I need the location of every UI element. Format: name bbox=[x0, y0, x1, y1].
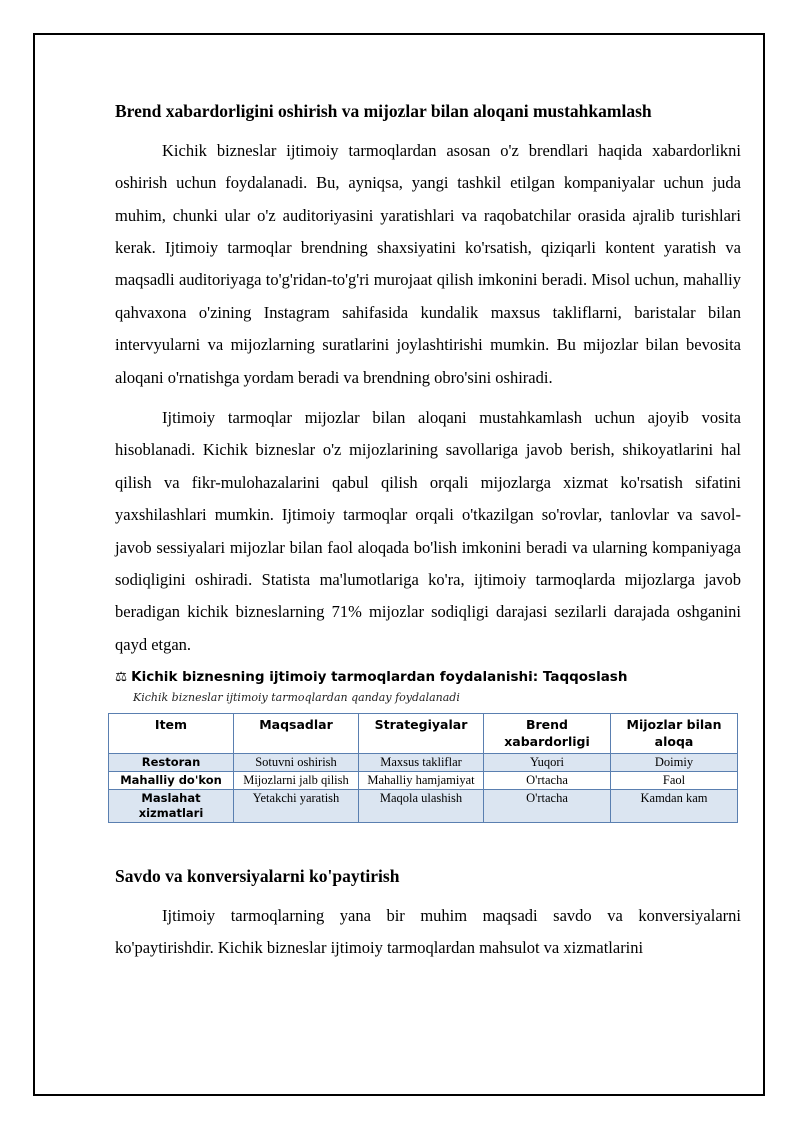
table-cell: Sotuvni oshirish bbox=[234, 754, 359, 772]
table-row bbox=[109, 790, 738, 823]
header-brand-awareness: Brend xabardorligi bbox=[484, 714, 611, 754]
table-cell: Mahalliy hamjamiyat bbox=[359, 772, 484, 790]
table-cell: Maqola ulashish bbox=[359, 790, 484, 823]
table-title-text: Kichik biznesning ijtimoiy tarmoqlardan foydalanishi: Taqqoslash bbox=[131, 669, 628, 686]
table-cell: Yetakchi yaratish bbox=[234, 790, 359, 823]
section-heading-brand-awareness: Brend xabardorligini oshirish va mijozlar bilan aloqani mustahkamlash bbox=[115, 101, 652, 121]
table-title bbox=[115, 667, 741, 687]
table-row bbox=[109, 754, 738, 772]
header-strategies: Strategiyalar bbox=[359, 714, 484, 754]
table-subtitle: Kichik bizneslar ijtimoiy tarmoqlardan qanday foydalanadi bbox=[133, 691, 460, 705]
scales-icon: ⚖ bbox=[115, 669, 128, 686]
table-cell: Restoran bbox=[109, 754, 234, 772]
header-customer-engagement: Mijozlar bilan aloqa bbox=[611, 714, 738, 754]
paragraph-sales-conversions: Ijtimoiy tarmoqlarning yana bir muhim maqsadi savdo va konversiyalarni ko'paytirishdir. Kichik bizneslar ijtimoiy tarmoqlardan mahsulot va xizmatlarini bbox=[115, 906, 741, 958]
table-cell: Maslahat xizmatlari bbox=[109, 790, 234, 823]
table-cell: Maxsus takliflar bbox=[359, 754, 484, 772]
paragraph-brand-awareness: Kichik bizneslar ijtimoiy tarmoqlardan asosan o'z brendlari haqida xabardorlikni oshirish uchun foydalanadi. Bu, ayniqsa, yangi tashkil etilgan kompaniyalar uchun juda muhim, chunki ular o'z auditoriyasini yaratishlari va raqobatchilar orasida ajralib turishlari kerak. Ijtimoiy tarmoqlar brendning shaxsiyatini ko'rsatish, qiziqarli kontent yaratish va maqsadli auditoriyaga to'g'ridan-to'g'ri murojaat qilish imkonini beradi. Misol uchun, mahalliy qahvaxona o'zining Instagram sahifasida kundalik maxsus takliflarni, baristalar bilan intervyularni va mijozlarning suratlarini joylashtirishi mumkin. Bu mijozlar bilan bevosita aloqani o'rnatishga yordam beradi va brendning obro'sini oshiradi. bbox=[115, 140, 741, 387]
table-cell: Mijozlarni jalb qilish bbox=[234, 772, 359, 790]
header-item: Item bbox=[109, 714, 234, 754]
section-heading-sales-conversions: Savdo va konversiyalarni ko'paytirish bbox=[115, 866, 400, 887]
table-cell: O'rtacha bbox=[484, 790, 611, 823]
table-cell: Mahalliy do'kon bbox=[109, 772, 234, 790]
table-header-row bbox=[109, 714, 738, 754]
table-cell: Doimiy bbox=[611, 754, 738, 772]
document-body bbox=[115, 96, 741, 965]
table-cell: Yuqori bbox=[484, 754, 611, 772]
header-goals: Maqsadlar bbox=[234, 714, 359, 754]
paragraph-customer-engagement: Ijtimoiy tarmoqlar mijozlar bilan aloqani mustahkamlash uchun ajoyib vosita hisoblanadi. Kichik bizneslar o'z mijozlarining savollariga javob berish, shikoyatlarini hal qilish va fikr-mulohazalarini qabul qilish orqali mijozlarga xizmat ko'rsatish sifatini yaxshilashlari mumkin. Ijtimoiy tarmoqlar orqali o'tkazilgan so'rovlar, tanlovlar va savol-javob sessiyalari mijozlar bilan faol aloqada bo'lish imkonini beradi va ularning kompaniyaga sodiqligini oshiradi. Statista ma'lumotlariga ko'ra, ijtimoiy tarmoqlarda mijozlarga javob beradigan kichik bizneslarning 71% mijozlar sodiqligi darajasi sezilarli darajada oshganini qayd etgan. bbox=[115, 408, 741, 654]
table-row bbox=[109, 772, 738, 790]
comparison-table bbox=[108, 713, 738, 823]
table-cell: Faol bbox=[611, 772, 738, 790]
table-cell: O'rtacha bbox=[484, 772, 611, 790]
table-cell: Kamdan kam bbox=[611, 790, 738, 823]
